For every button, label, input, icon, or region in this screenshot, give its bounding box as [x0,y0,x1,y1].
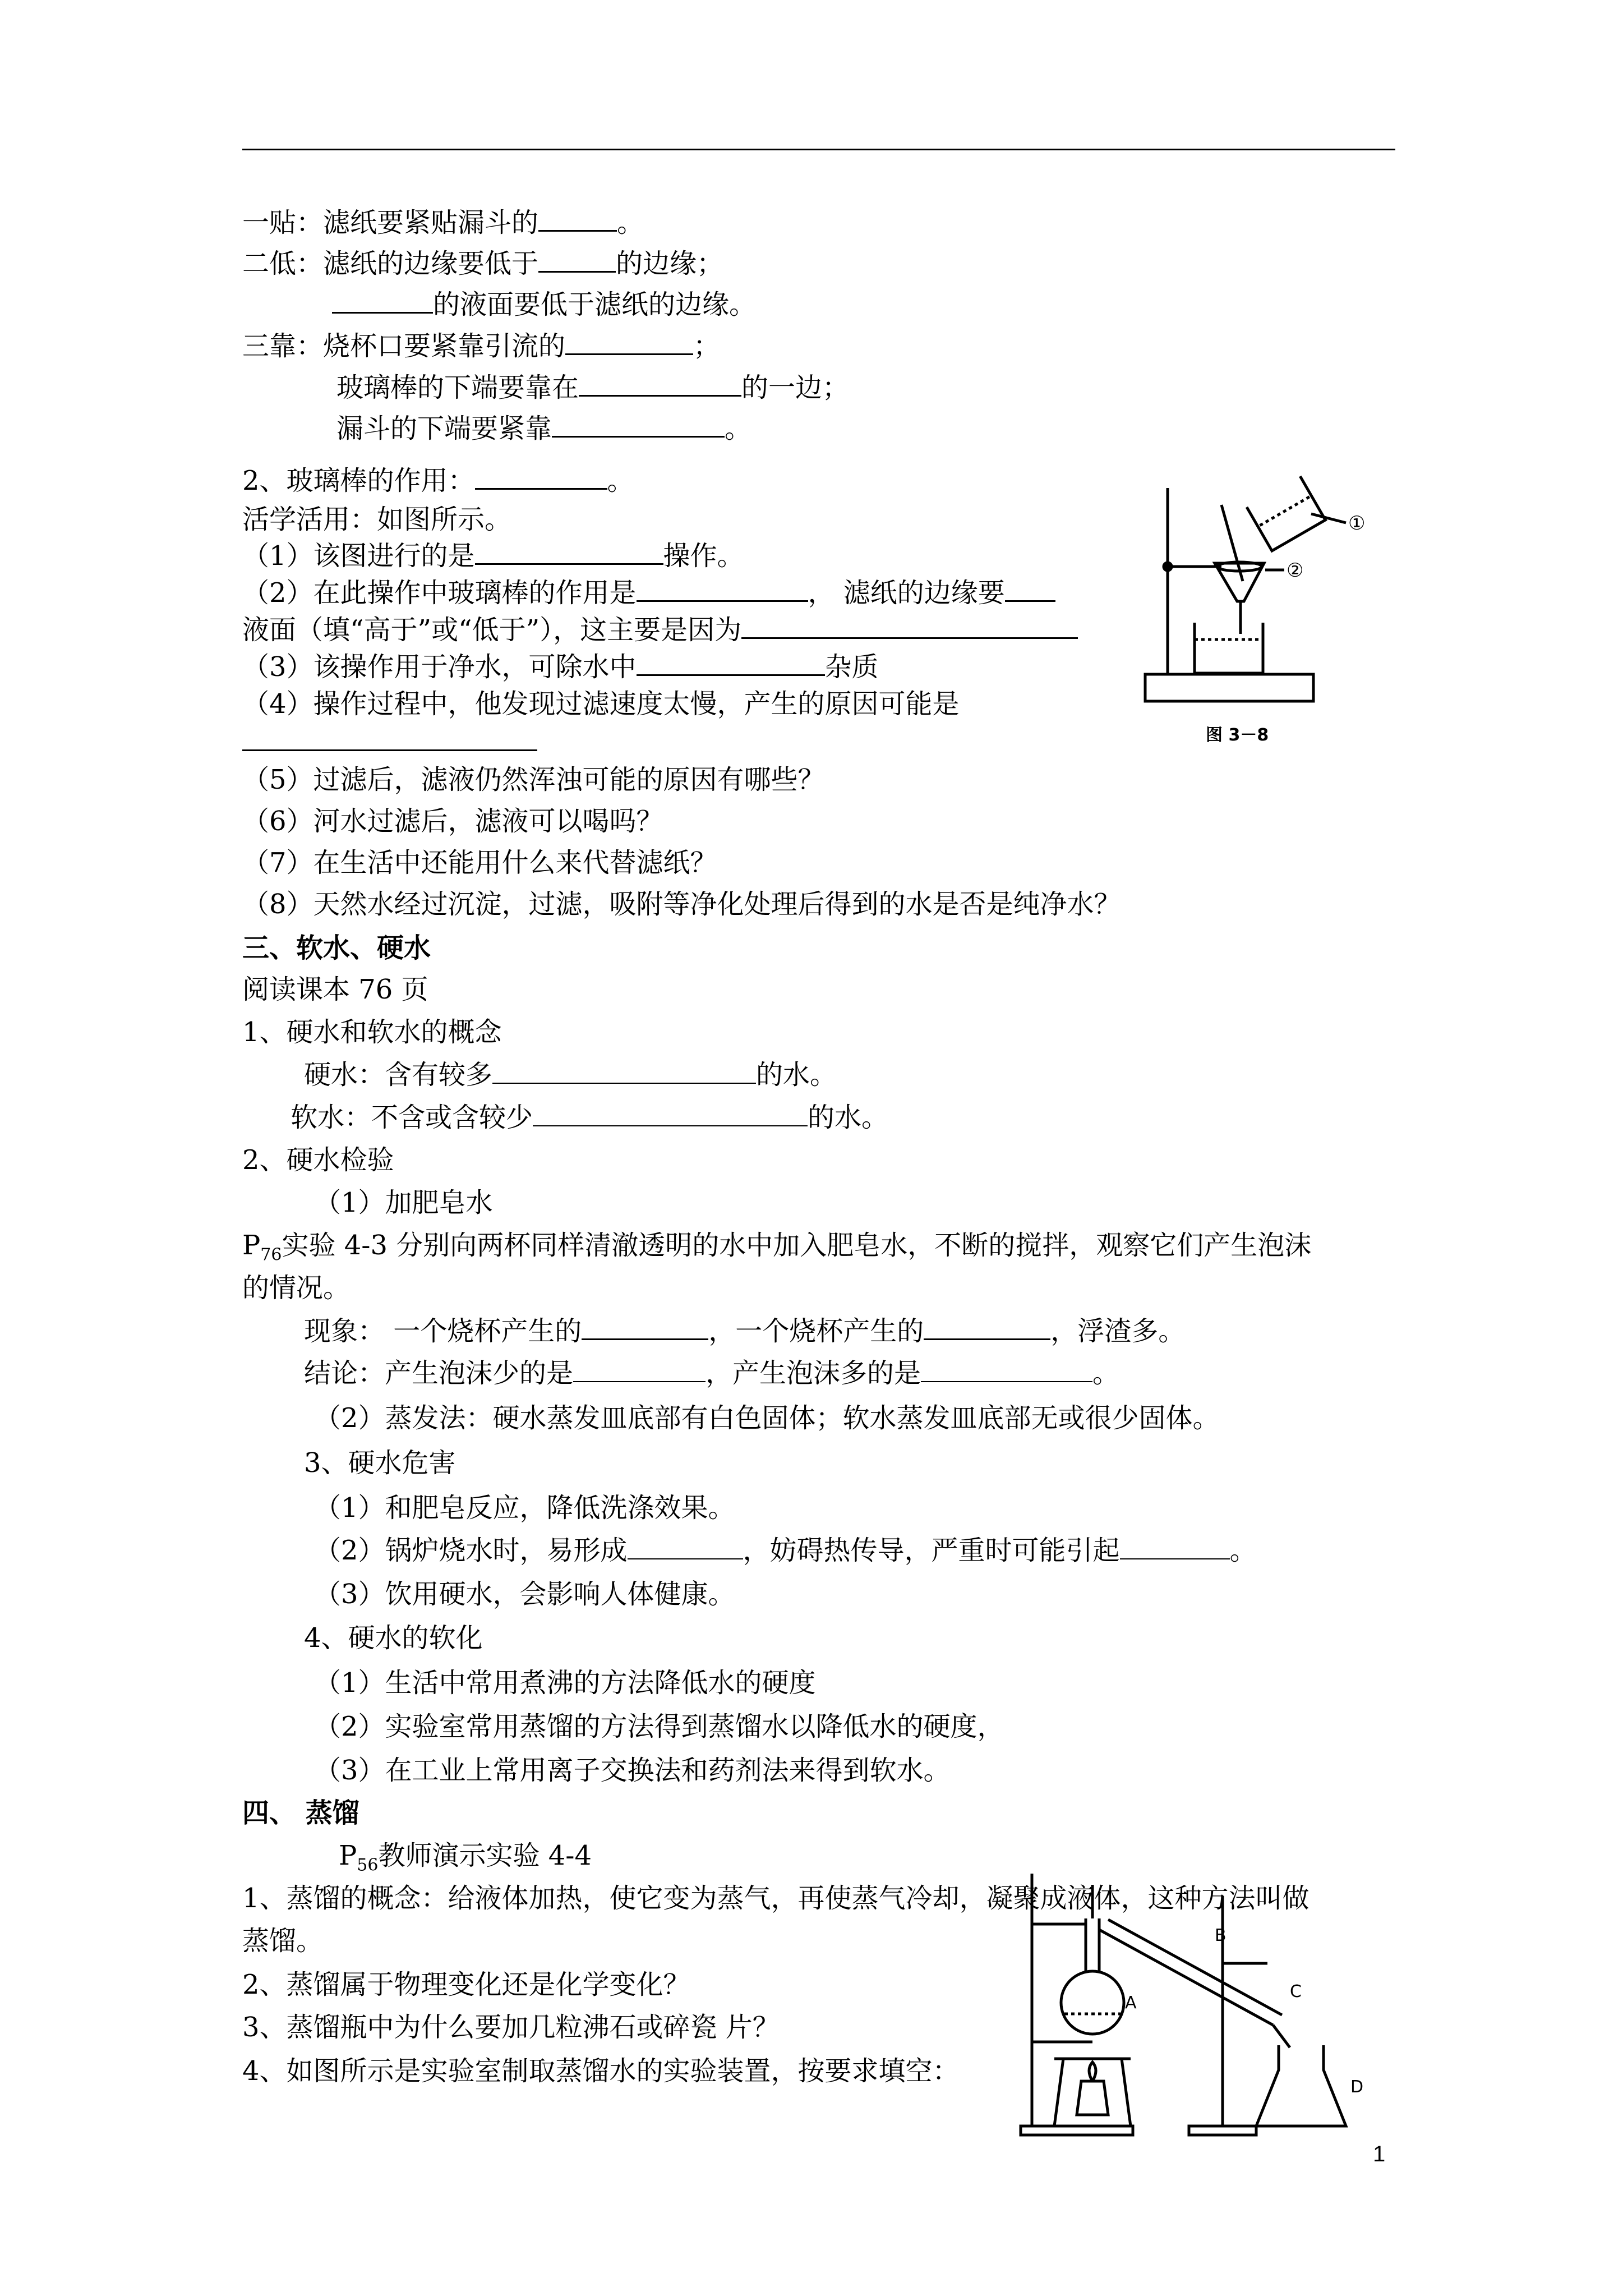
fill-blank[interactable] [579,369,741,397]
text-line: 1、硬水和软水的概念 [242,1016,502,1048]
text-line: （2）实验室常用蒸馏的方法得到蒸馏水以降低水的硬度， [314,1711,1004,1742]
fill-blank[interactable] [921,1355,1092,1382]
text-line: $P_{56}$教师演示实验 4-4 [339,1840,592,1875]
text-line: （8）天然水经过沉淀，过滤，吸附等净化处理后得到的水是否是纯净水？ [242,889,1121,920]
fill-blank[interactable] [538,245,616,273]
text-line: （3）该操作用于净水，可除水中 杂质 [242,648,879,685]
text-line: 二低：滤纸的边缘要低于 的边缘； [242,245,723,282]
text-line: （2）蒸发法：硬水蒸发皿底部有白色固体；软水蒸发皿底部无或很少固体。 [314,1402,1220,1434]
text-line: （1）生活中常用煮沸的方法降低水的硬度 [314,1667,816,1699]
text-line: 3、硬水危害 [304,1447,456,1479]
text-line: $P_{76}$实验 4-3 分别向两杯同样清澈透明的水中加入肥皂水，不断的搅拌，观察它们产生泡沫 [242,1230,1312,1265]
text-line: 阅读课本 76 页 [242,974,428,1005]
text-line: 液面（填“高于”或“低于”），这主要是因为 [242,611,1078,648]
text-line: 的情况。 [242,1272,351,1304]
fill-blank[interactable] [582,1313,708,1340]
fill-blank[interactable] [637,574,808,602]
text-line: 软水：不含或含较少 的水。 [291,1099,888,1135]
fill-blank[interactable] [492,1057,756,1084]
text-line: 的液面要低于滤纸的边缘。 [332,286,756,323]
fill-blank[interactable] [242,724,537,751]
fill-blank[interactable] [1005,574,1055,602]
text-line: （2）锅炉烧水时，易形成 ，妨碍热传导，严重时可能引起 。 [314,1533,1257,1568]
text-line: 结论：产生泡沫少的是 ，产生泡沫多的是 。 [304,1355,1119,1391]
text-line: （5）过滤后，滤液仍然浑浊可能的原因有哪些？ [242,764,825,795]
fill-blank[interactable] [475,462,607,490]
text-line: （2）在此操作中玻璃棒的作用是 ， 滤纸的边缘要 [242,574,1055,611]
text-line: （1）和肥皂反应，降低洗涤效果。 [314,1492,735,1524]
figure-caption: 图 3－8 [1206,725,1269,745]
figure-label: D [1350,2077,1364,2097]
fill-blank[interactable] [741,611,1078,639]
text-line: （3）饮用硬水，会影响人体健康。 [314,1579,735,1610]
figure-label: C [1290,1982,1302,2001]
text-line: 三靠：烧杯口要紧靠引流的 ； [242,328,720,364]
page-number: 1 [1373,2142,1386,2166]
figure-label: ② [1287,559,1304,582]
text-line: 4、硬水的软化 [304,1622,483,1654]
text-line: 漏斗的下端要紧靠 。 [336,410,751,447]
text-line: 4、如图所示是实验室制取蒸馏水的实验装置，按要求填空： [242,2055,960,2087]
section-heading: 四、 蒸馏 [242,1797,359,1829]
fill-blank[interactable] [475,537,663,565]
fill-blank[interactable] [332,286,433,314]
text-line: 1、蒸馏的概念：给液体加热，使它变为蒸气，再使蒸气冷却，凝聚成液体，这种方法叫做 [242,1883,1310,1914]
fill-blank[interactable] [552,410,725,438]
text-line: （1）该图进行的是 操作。 [242,537,744,574]
fill-blank[interactable] [924,1313,1050,1340]
fill-blank[interactable] [565,328,693,355]
filtration-apparatus-figure [1133,471,1396,746]
text-line: 2、蒸馏属于物理变化还是化学变化？ [242,1969,690,2000]
fill-blank[interactable] [573,1355,706,1382]
figure-label: B [1215,1926,1227,1945]
section-heading: 三、软水、硬水 [242,932,431,964]
text-line: 蒸馏。 [242,1925,324,1957]
text-line: （3）在工业上常用离子交换法和药剂法来得到软水。 [314,1755,951,1786]
text-line: （7）在生活中还能用什么来代替滤纸？ [242,847,717,878]
text-line: （6）河水过滤后，滤液可以喝吗？ [242,806,663,837]
text-line: 2、玻璃棒的作用： 。 [242,462,634,499]
figure-label: ① [1348,512,1366,535]
text-line: 玻璃棒的下端要靠在 的一边； [336,369,849,406]
text-line: （1）加肥皂水 [314,1187,493,1218]
text-line: 活学活用：如图所示。 [242,504,512,535]
text-line: 硬水：含有较多 的水。 [304,1057,837,1093]
text-line: 2、硬水检验 [242,1144,394,1176]
text-line: 3、蒸馏瓶中为什么要加几粒沸石或碎瓷 片？ [242,2012,780,2043]
fill-blank[interactable] [1120,1533,1230,1559]
figure-label: A [1125,1993,1137,2013]
header-rule [242,149,1395,150]
fill-blank[interactable] [538,204,617,232]
text-line: （4）操作过程中，他发现过滤速度太慢，产生的原因可能是 [242,688,960,720]
text-line: 一贴：滤纸要紧贴漏斗的 。 [242,204,644,241]
distillation-apparatus-figure [1009,1857,1368,2148]
fill-blank[interactable] [637,648,825,676]
text-line: 现象： 一个烧杯产生的 ，一个烧杯产生的 ，浮渣多。 [304,1313,1185,1349]
text-line [242,724,537,760]
fill-blank[interactable] [533,1099,808,1126]
fill-blank[interactable] [628,1533,743,1559]
